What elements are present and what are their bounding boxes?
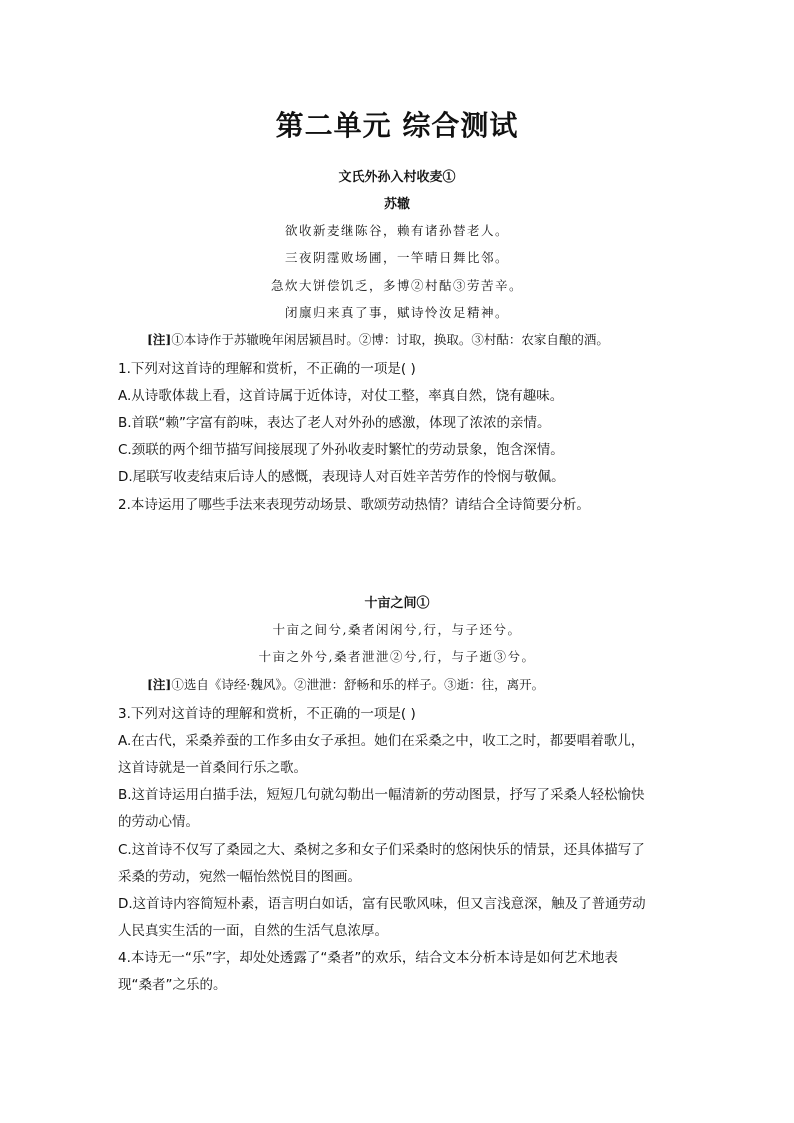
option-a: A.从诗歌体裁上看，这首诗属于近体诗，对仗工整，率真自然，饶有趣味。 (118, 388, 564, 404)
poem-line: 三夜阴霪败场圃，一竿晴日舞比邻。 (284, 250, 509, 265)
note-label: [注] (147, 332, 172, 347)
option-b: B.首联“赖”字富有韵味，表达了老人对外孙的感激，体现了浓浓的亲情。 (118, 415, 551, 431)
option-b-line: 的劳动心情。 (118, 814, 199, 830)
option-a-line: A.在古代，采桑养蚕的工作多由女子承担。她们在采桑之中，收工之时，都要唱着歌儿， (118, 733, 645, 749)
option-a-line: 这首诗就是一首桑间行乐之歌。 (118, 760, 307, 776)
option-c-line: C.这首诗不仅写了桑园之大、桑树之多和女子们采桑时的悠闲快乐的情景，还具体描写了 (118, 842, 645, 858)
note-text: ①选自《诗经·魏风》。②泄泄：舒畅和乐的样子。③逝：往，离开。 (171, 677, 545, 692)
question-4-line: 现“桑者”之乐的。 (118, 977, 227, 993)
question-4-line: 4.本诗无一“乐”字，却处处透露了“桑者”的欢乐，结合文本分析本诗是如何艺术地表 (118, 950, 618, 966)
option-c: C.颈联的两个细节描写间接展现了外孙收麦时繁忙的劳动景象，饱含深情。 (118, 442, 564, 458)
option-d-line: D.这首诗内容简短朴素，语言明白如话，富有民歌风味，但又言浅意深，触及了普通劳动 (118, 896, 646, 912)
poem-line: 十亩之间兮,桑者闲闲兮,行，与子还兮。 (272, 622, 522, 637)
poem-title-1: 文氏外孙入村收麦① (338, 170, 456, 185)
note-label: [注] (147, 677, 172, 692)
note-text: ①本诗作于苏辙晚年闲居颍昌时。②博：讨取，换取。③村酤：农家自酿的酒。 (171, 332, 609, 347)
question-1: 1.下列对这首诗的理解和赏析，不正确的一项是( ) (118, 361, 416, 377)
page-title: 第二单元 综合测试 (275, 109, 519, 142)
poem-line: 十亩之外兮,桑者泄泄②兮,行，与子逝③兮。 (258, 649, 536, 664)
poem-line: 欲收新麦继陈谷，赖有诸孙替老人。 (284, 223, 509, 238)
poem-line: 闭廪归来真了事，赋诗怜汝足精神。 (284, 305, 509, 320)
option-d: D.尾联写收麦结束后诗人的感慨，表现诗人对百姓辛苦劳作的怜悯与敬佩。 (118, 469, 565, 485)
question-3: 3.下列对这首诗的理解和赏析，不正确的一项是( ) (118, 706, 416, 722)
poem-author: 苏辙 (383, 197, 410, 212)
poem-line: 急炊大饼偿饥乏，多博②村酤③劳苦辛。 (270, 278, 523, 293)
option-d-line: 人民真实生活的一面，自然的生活气息浓厚。 (118, 923, 388, 939)
option-c-line: 采桑的劳动，宛然一幅怡然悦目的图画。 (118, 869, 361, 885)
question-2: 2.本诗运用了哪些手法来表现劳动场景、歌颂劳动热情？请结合全诗简要分析。 (118, 497, 590, 513)
option-b-line: B.这首诗运用白描手法，短短几句就勾勒出一幅清新的劳动图景，抒写了采桑人轻松愉快 (118, 787, 645, 803)
poem-note-1 (147, 330, 609, 348)
poem-note-2 (147, 675, 544, 693)
poem-title-2: 十亩之间① (364, 596, 430, 611)
